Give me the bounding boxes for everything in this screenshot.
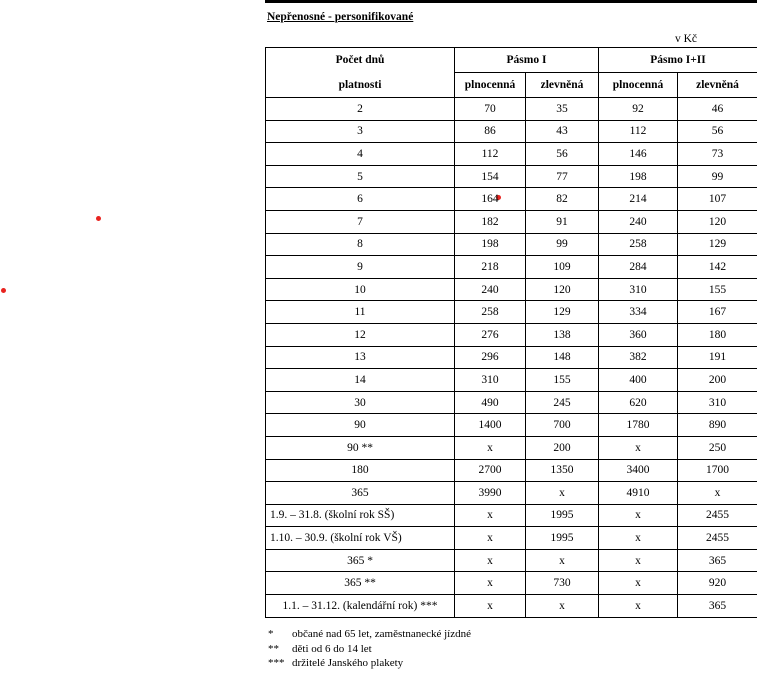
table-row [266,369,757,392]
zone1-reduced-cell: 138 [526,323,599,346]
zone12-reduced-cell: 250 [678,436,757,459]
zone12-full-cell: x [599,436,678,459]
zone1-reduced-cell: 56 [526,143,599,166]
zone1-reduced-header: zlevněná [526,73,599,98]
zone1-reduced-cell: 99 [526,233,599,256]
zone1-full-cell: 276 [455,323,526,346]
zone12-reduced-header: zlevněná [678,73,757,98]
zone1-full-cell: 154 [455,165,526,188]
zone1-reduced-cell: 43 [526,120,599,143]
table-row [266,549,757,572]
table-row [266,595,757,618]
zone1-full-cell: 490 [455,391,526,414]
footnote [268,656,471,671]
zone1-full-cell: x [455,549,526,572]
validity-cell: 1.10. – 30.9. (školní rok VŠ) [266,527,455,550]
zone12-full-cell: x [599,572,678,595]
validity-cell: 90 [266,414,455,437]
validity-cell: 5 [266,165,455,188]
zone1-reduced-cell: 35 [526,98,599,121]
top-rule [265,0,757,3]
validity-cell: 365 [266,482,455,505]
validity-cell: 13 [266,346,455,369]
days-header-line2: platnosti [266,73,455,98]
zone12-reduced-cell: 180 [678,323,757,346]
validity-cell: 90 ** [266,436,455,459]
footnote-text: držitelé Janského plakety [292,657,404,669]
validity-cell: 10 [266,278,455,301]
zone1-reduced-cell: 120 [526,278,599,301]
table-row [266,143,757,166]
currency-unit: v Kč [675,33,698,45]
validity-cell: 9 [266,256,455,279]
validity-cell: 4 [266,143,455,166]
table-row [266,120,757,143]
validity-cell: 365 * [266,549,455,572]
zone12-full-cell: 258 [599,233,678,256]
zone1-full-cell: 310 [455,369,526,392]
fare-table-body [266,98,757,618]
zone1-full-cell: 70 [455,98,526,121]
zone12-full-cell: 400 [599,369,678,392]
zone1-reduced-cell: 155 [526,369,599,392]
zone12-reduced-cell: 1700 [678,459,757,482]
validity-cell: 12 [266,323,455,346]
zone12-full-cell: 198 [599,165,678,188]
zone12-reduced-cell: 365 [678,549,757,572]
zone1-reduced-cell: 77 [526,165,599,188]
zone1-full-cell: 3990 [455,482,526,505]
validity-cell: 3 [266,120,455,143]
zone12-full-cell: x [599,549,678,572]
zone1-reduced-cell: 730 [526,572,599,595]
zone1-full-cell: 1400 [455,414,526,437]
zone12-reduced-cell: 920 [678,572,757,595]
zone12-reduced-cell: 365 [678,595,757,618]
table-row [266,165,757,188]
zone1-reduced-cell: 1350 [526,459,599,482]
zone1-full-cell: 296 [455,346,526,369]
table-row [266,210,757,233]
table-row [266,527,757,550]
zone1-reduced-cell: 245 [526,391,599,414]
table-row [266,301,757,324]
table-row [266,98,757,121]
zone12-full-cell: 3400 [599,459,678,482]
zone12-reduced-cell: 2455 [678,504,757,527]
zone12-reduced-cell: x [678,482,757,505]
footnote-mark: ** [268,642,279,655]
zone12-full-cell: 310 [599,278,678,301]
footnote-mark: *** [268,657,285,669]
zone1-reduced-cell: 1995 [526,504,599,527]
table-row [266,436,757,459]
validity-cell: 30 [266,391,455,414]
footnote-text: děti od 6 do 14 let [292,642,372,655]
zone12-full-cell: 360 [599,323,678,346]
zone12-full-cell: 240 [599,210,678,233]
zone12-reduced-cell: 73 [678,143,757,166]
zone1-full-cell: x [455,527,526,550]
zone12-full-cell: 620 [599,391,678,414]
zone12-reduced-cell: 142 [678,256,757,279]
zone1-reduced-cell: 82 [526,188,599,211]
red-marker-dot [1,288,6,293]
zone1-full-cell: x [455,504,526,527]
validity-cell: 11 [266,301,455,324]
table-row [266,233,757,256]
zone12-full-cell: 214 [599,188,678,211]
table-row [266,256,757,279]
zone12-full-cell: x [599,527,678,550]
footnote [268,642,471,657]
zone1-full-header: plnocenná [455,73,526,98]
zone12-reduced-cell: 46 [678,98,757,121]
zone12-reduced-cell: 56 [678,120,757,143]
table-row [266,278,757,301]
table-row [266,482,757,505]
validity-cell: 8 [266,233,455,256]
zone12-full-cell: 334 [599,301,678,324]
table-row [266,459,757,482]
zone1-reduced-cell: 148 [526,346,599,369]
zone1-reduced-cell: x [526,549,599,572]
page-title: Nepřenosné - personifikované [267,11,414,23]
zone12-reduced-cell: 120 [678,210,757,233]
validity-cell: 1.1. – 31.12. (kalendářní rok) *** [266,595,455,618]
zone12-reduced-cell: 890 [678,414,757,437]
table-row [266,346,757,369]
zone12-reduced-cell: 2455 [678,527,757,550]
days-header: Počet dnů [266,48,455,73]
footnote-mark: * [268,628,274,640]
table-row [266,188,757,211]
zone1-reduced-cell: 91 [526,210,599,233]
validity-cell: 1.9. – 31.8. (školní rok SŠ) [266,504,455,527]
zone12-full-cell: 112 [599,120,678,143]
zone12-header: Pásmo I+II [599,48,757,73]
validity-cell: 2 [266,98,455,121]
zone1-full-cell: x [455,436,526,459]
zone12-reduced-cell: 107 [678,188,757,211]
zone1-full-cell: 164 [455,188,526,211]
validity-cell: 7 [266,210,455,233]
zone12-reduced-cell: 191 [678,346,757,369]
validity-cell: 180 [266,459,455,482]
zone12-full-cell: 146 [599,143,678,166]
red-marker-dot [96,216,101,221]
zone1-reduced-cell: 200 [526,436,599,459]
table-row [266,414,757,437]
zone1-reduced-cell: 700 [526,414,599,437]
footnote [268,627,471,642]
zone1-full-cell: 258 [455,301,526,324]
zone1-reduced-cell: 129 [526,301,599,324]
zone12-reduced-cell: 310 [678,391,757,414]
zone12-full-header: plnocenná [599,73,678,98]
zone12-full-cell: 284 [599,256,678,279]
zone12-reduced-cell: 155 [678,278,757,301]
zone1-full-cell: 112 [455,143,526,166]
zone1-full-cell: 218 [455,256,526,279]
zone1-reduced-cell: 1995 [526,527,599,550]
zone12-reduced-cell: 129 [678,233,757,256]
zone1-full-cell: 240 [455,278,526,301]
validity-cell: 365 ** [266,572,455,595]
validity-cell: 14 [266,369,455,392]
zone12-full-cell: x [599,595,678,618]
table-row [266,323,757,346]
zone1-full-cell: 2700 [455,459,526,482]
zone12-full-cell: 92 [599,98,678,121]
footnotes [268,627,471,671]
fare-table [265,47,757,618]
zone12-reduced-cell: 167 [678,301,757,324]
table-row [266,504,757,527]
zone12-full-cell: 1780 [599,414,678,437]
validity-cell: 6 [266,188,455,211]
zone1-reduced-cell: x [526,595,599,618]
zone1-reduced-cell: 109 [526,256,599,279]
zone1-reduced-cell: x [526,482,599,505]
footnote-text: občané nad 65 let, zaměstnanecké jízdné [292,628,471,640]
zone1-full-cell: 182 [455,210,526,233]
zone12-full-cell: 382 [599,346,678,369]
zone1-full-cell: x [455,572,526,595]
zone1-full-cell: 198 [455,233,526,256]
zone12-full-cell: 4910 [599,482,678,505]
zone12-full-cell: x [599,504,678,527]
zone1-header: Pásmo I [455,48,599,73]
zone1-full-cell: x [455,595,526,618]
table-row [266,391,757,414]
zone1-full-cell: 86 [455,120,526,143]
zone12-reduced-cell: 99 [678,165,757,188]
table-row [266,572,757,595]
zone12-reduced-cell: 200 [678,369,757,392]
